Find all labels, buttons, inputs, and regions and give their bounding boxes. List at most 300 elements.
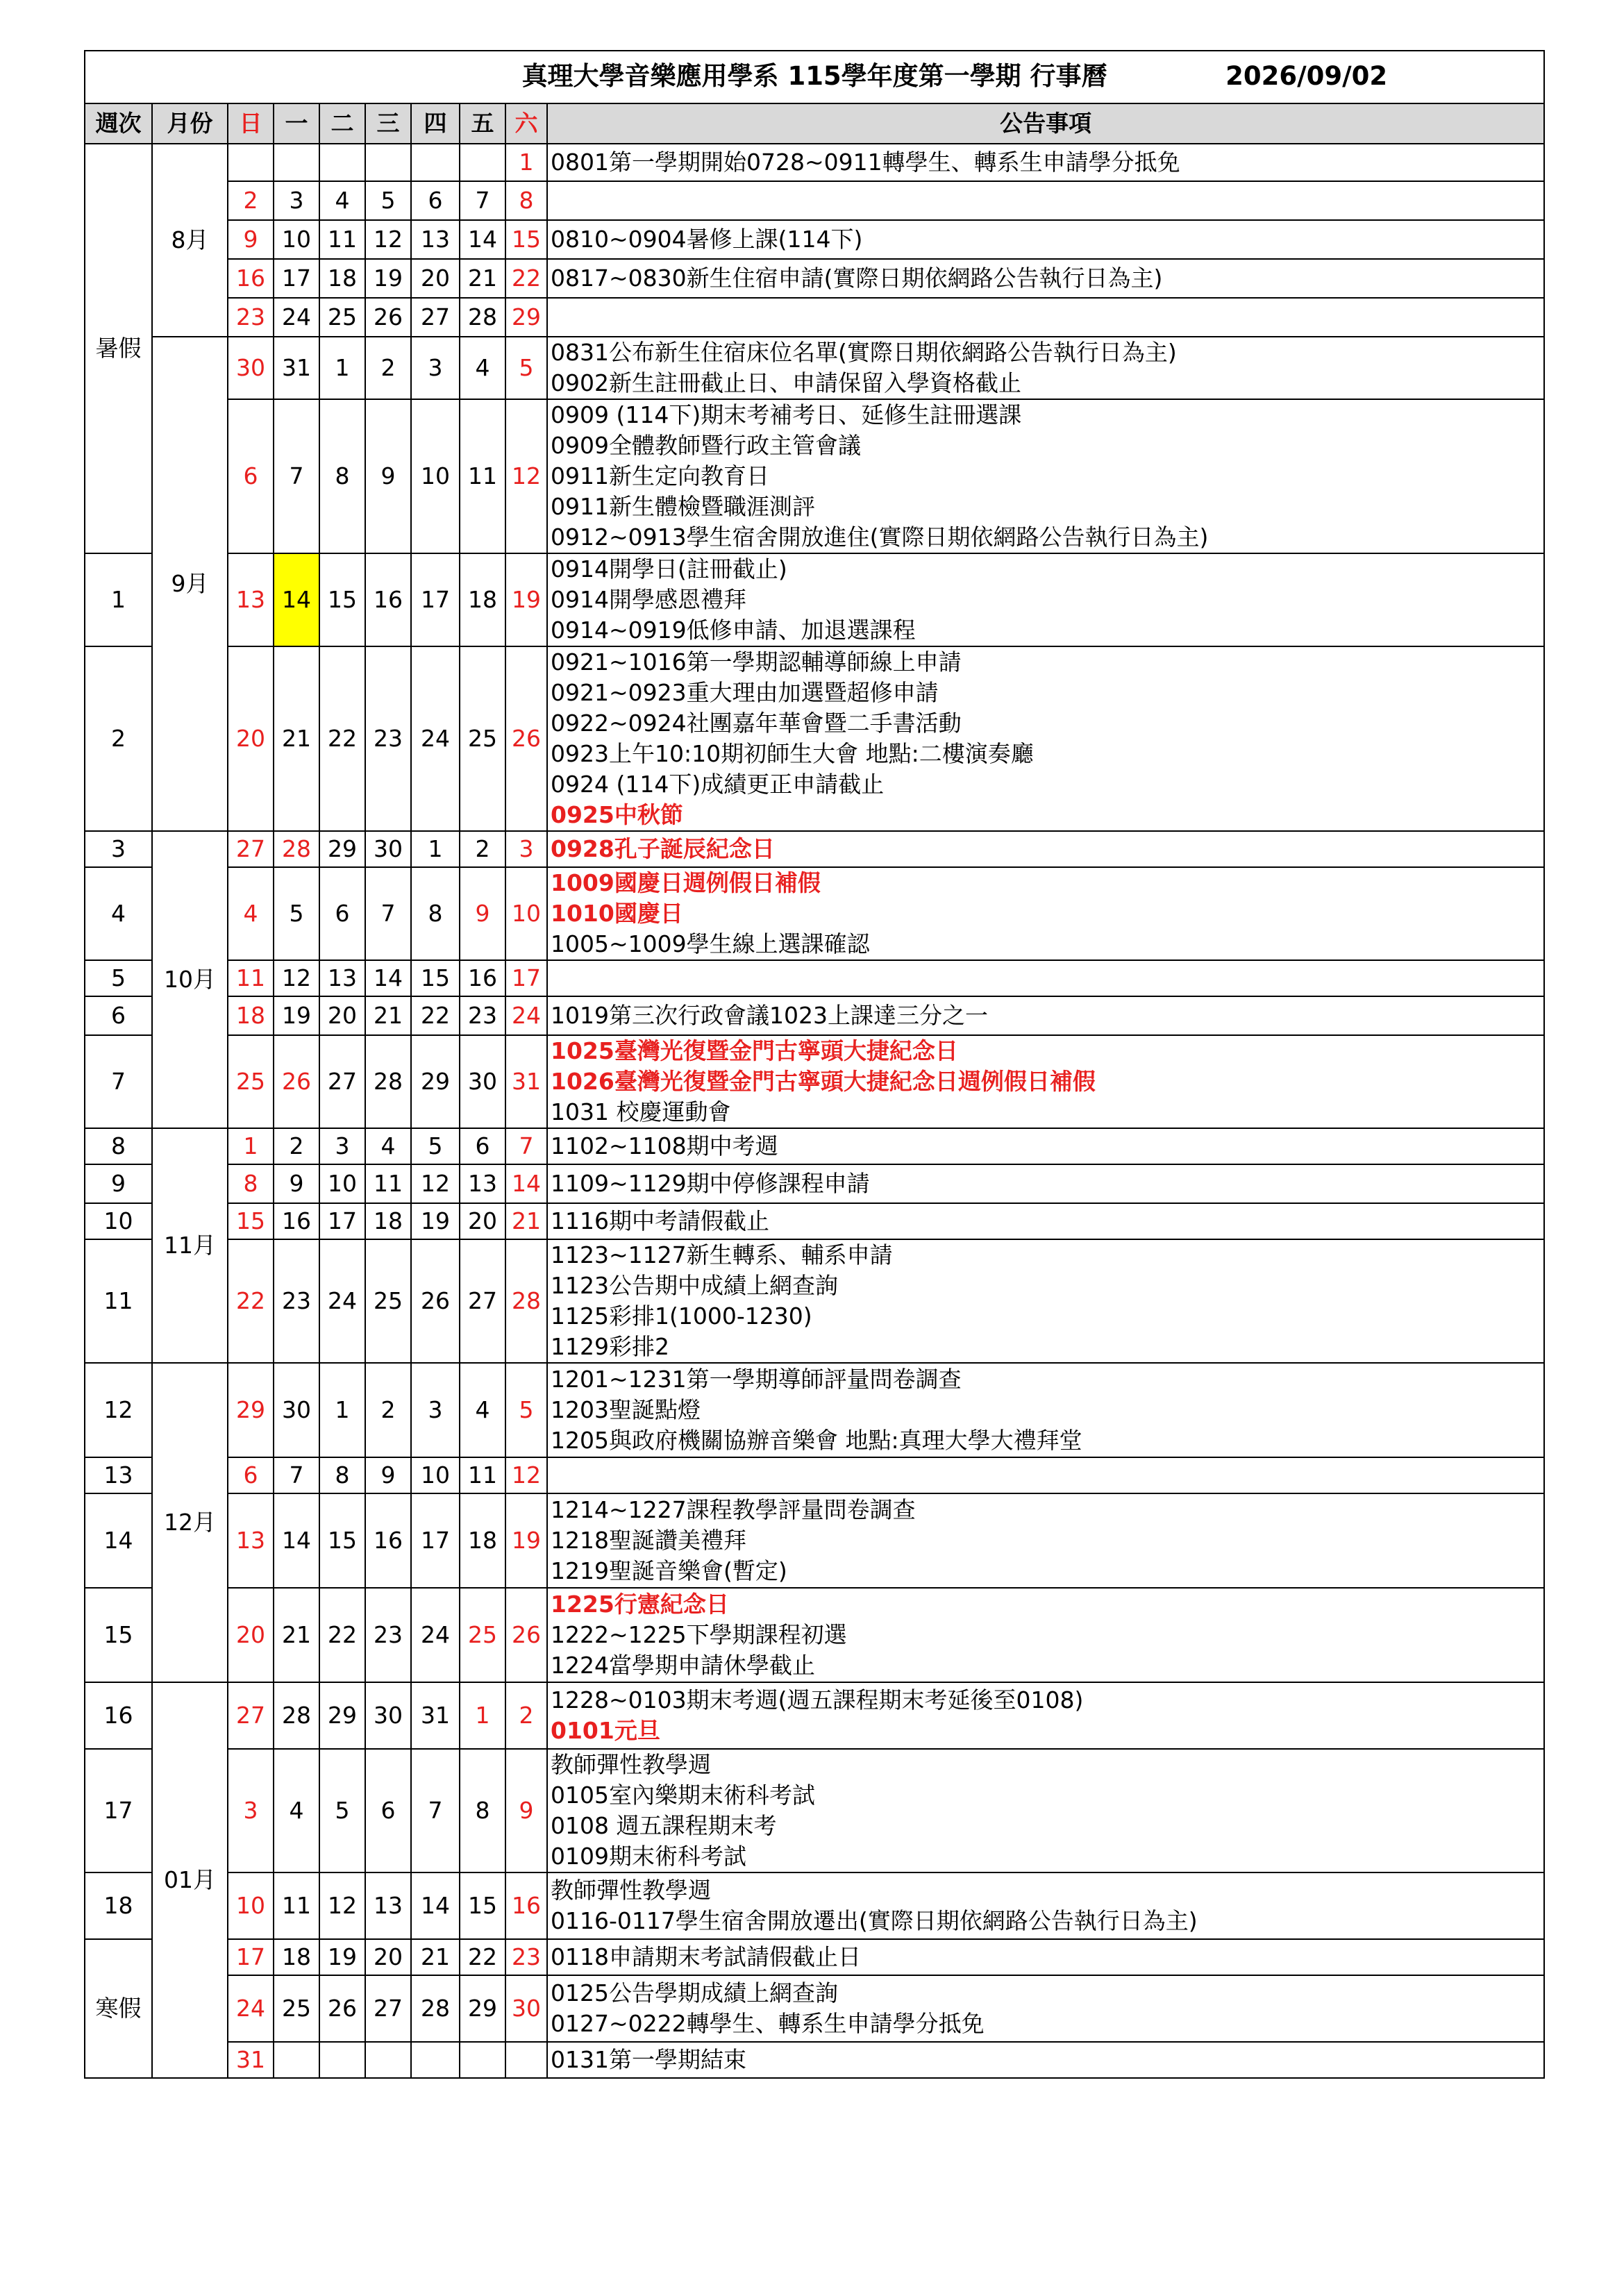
- day-cell: 3: [274, 181, 319, 220]
- notes-cell: [547, 1872, 1544, 1939]
- holiday-note: 1010國慶日: [551, 900, 683, 927]
- event-note: 0909 (114下)期末考補考日、延修生註冊選課: [551, 401, 1022, 428]
- day-cell: 13: [365, 1872, 411, 1939]
- calendar-row: [85, 1457, 1544, 1493]
- day-cell: 26: [365, 298, 411, 337]
- day-cell: 15: [460, 1872, 505, 1939]
- header-wed: 三: [365, 103, 411, 144]
- holiday-note: 0925中秋節: [551, 801, 683, 828]
- calendar-row: [85, 220, 1544, 259]
- calendar-row: [85, 996, 1544, 1035]
- day-cell: 23: [460, 996, 505, 1035]
- event-note: 1031 校慶運動會: [551, 1098, 731, 1125]
- day-cell: 25: [365, 1239, 411, 1363]
- calendar-row: [85, 646, 1544, 831]
- day-cell: 9: [274, 1164, 319, 1203]
- notes-cell: [547, 144, 1544, 181]
- day-cell: 23: [505, 1939, 547, 1975]
- day-cell: 14: [365, 960, 411, 996]
- calendar-row: [85, 1128, 1544, 1164]
- event-note: 0127~0222轉學生、轉系生申請學分抵免: [551, 2010, 985, 2037]
- event-note: 0831公布新生住宿床位名單(實際日期依網路公告執行日為主): [551, 339, 1177, 366]
- notes-cell: [547, 1457, 1544, 1493]
- day-cell: 8: [505, 181, 547, 220]
- calendar-row: [85, 399, 1544, 553]
- day-cell: 14: [411, 1872, 460, 1939]
- event-note: 1219聖誕音樂會(暫定): [551, 1557, 787, 1584]
- day-cell: 14: [460, 220, 505, 259]
- day-cell: 9: [228, 220, 274, 259]
- day-cell: 2: [274, 1128, 319, 1164]
- event-note: 0810~0904暑修上課(114下): [551, 226, 863, 253]
- day-cell: 1: [319, 1363, 365, 1457]
- day-cell: 29: [228, 1363, 274, 1457]
- calendar-row: [85, 553, 1544, 646]
- holiday-note: 1225行憲紀念日: [551, 1591, 729, 1618]
- day-cell: [460, 144, 505, 181]
- day-cell: 21: [274, 1588, 319, 1682]
- day-cell: 2: [505, 1682, 547, 1749]
- day-cell: 28: [274, 831, 319, 867]
- day-cell: 31: [411, 1682, 460, 1749]
- week-label: 13: [85, 1457, 152, 1493]
- calendar-row: [85, 1493, 1544, 1588]
- day-cell: 18: [274, 1939, 319, 1975]
- day-cell: [505, 2042, 547, 2078]
- event-note: 1005~1009學生線上選課確認: [551, 930, 870, 957]
- day-cell: 21: [274, 646, 319, 831]
- day-cell: [460, 2042, 505, 2078]
- header-fri: 五: [460, 103, 505, 144]
- event-note: 1228~0103期末考週(週五課程期末考延後至0108): [551, 1686, 1084, 1713]
- day-cell: 6: [365, 1749, 411, 1872]
- day-cell: 5: [365, 181, 411, 220]
- day-cell: 17: [505, 960, 547, 996]
- holiday-note: 1009國慶日週例假日補假: [551, 869, 821, 896]
- header-sun: 日: [228, 103, 274, 144]
- day-cell: 25: [319, 298, 365, 337]
- month-label: 12月: [152, 1363, 228, 1682]
- day-cell: 12: [505, 399, 547, 553]
- header-mon: 一: [274, 103, 319, 144]
- day-cell: 6: [460, 1128, 505, 1164]
- day-cell: 24: [411, 646, 460, 831]
- day-cell: 16: [274, 1203, 319, 1239]
- day-cell: 26: [505, 1588, 547, 1682]
- day-cell: 9: [505, 1749, 547, 1872]
- notes-cell: [547, 1128, 1544, 1164]
- day-cell: 22: [460, 1939, 505, 1975]
- day-cell: 28: [274, 1682, 319, 1749]
- day-cell: 28: [411, 1975, 460, 2042]
- week-label: 11: [85, 1239, 152, 1363]
- calendar-row: [85, 867, 1544, 960]
- day-cell: 19: [365, 259, 411, 298]
- header-row: [85, 103, 1544, 144]
- day-cell: 17: [274, 259, 319, 298]
- day-cell: 10: [274, 220, 319, 259]
- calendar-row: [85, 1363, 1544, 1457]
- event-note: 1102~1108期中考週: [551, 1132, 778, 1159]
- day-cell: 18: [460, 553, 505, 646]
- event-note: 0902新生註冊截止日、申請保留入學資格截止: [551, 369, 1021, 396]
- week-label: 14: [85, 1493, 152, 1588]
- day-cell: 30: [505, 1975, 547, 2042]
- notes-cell: [547, 1588, 1544, 1682]
- calendar-row: [85, 1872, 1544, 1939]
- day-cell: 25: [460, 646, 505, 831]
- day-cell: 16: [228, 259, 274, 298]
- week-label: 9: [85, 1164, 152, 1203]
- week-label: 12: [85, 1363, 152, 1457]
- day-cell: 12: [319, 1872, 365, 1939]
- day-cell: 1: [228, 1128, 274, 1164]
- day-cell: 26: [505, 646, 547, 831]
- day-cell: 22: [319, 646, 365, 831]
- day-cell: 7: [365, 867, 411, 960]
- event-note: 0914開學感恩禮拜: [551, 586, 746, 613]
- week-label: 1: [85, 553, 152, 646]
- day-cell: 8: [228, 1164, 274, 1203]
- day-cell: 7: [274, 399, 319, 553]
- day-cell: 26: [319, 1975, 365, 2042]
- day-cell: 24: [319, 1239, 365, 1363]
- notes-cell: [547, 1035, 1544, 1128]
- day-cell: 23: [365, 1588, 411, 1682]
- calendar-row: [85, 1749, 1544, 1872]
- notes-cell: [547, 960, 1544, 996]
- week-label: 6: [85, 996, 152, 1035]
- week-label: 7: [85, 1035, 152, 1128]
- event-note: 1222~1225下學期課程初選: [551, 1621, 847, 1648]
- notes-cell: [547, 298, 1544, 337]
- day-cell: 17: [411, 553, 460, 646]
- day-cell: 12: [365, 220, 411, 259]
- day-cell: 3: [228, 1749, 274, 1872]
- day-cell: 30: [228, 337, 274, 399]
- day-cell: 1: [460, 1682, 505, 1749]
- notes-cell: [547, 220, 1544, 259]
- notes-cell: [547, 2042, 1544, 2078]
- day-cell: 28: [505, 1239, 547, 1363]
- calendar-row: [85, 181, 1544, 220]
- day-cell: 6: [319, 867, 365, 960]
- calendar-row: [85, 1035, 1544, 1128]
- day-cell: 13: [411, 220, 460, 259]
- day-cell: 20: [411, 259, 460, 298]
- day-cell: 11: [228, 960, 274, 996]
- week-label: 16: [85, 1682, 152, 1749]
- month-label: 8月: [152, 144, 228, 337]
- day-cell: 8: [319, 399, 365, 553]
- day-cell: 11: [460, 1457, 505, 1493]
- calendar-row: [85, 1203, 1544, 1239]
- week-label: 3: [85, 831, 152, 867]
- day-cell: [365, 144, 411, 181]
- day-cell: 10: [411, 399, 460, 553]
- day-cell: 17: [319, 1203, 365, 1239]
- notes-cell: [547, 1164, 1544, 1203]
- day-cell: 30: [274, 1363, 319, 1457]
- day-cell: 15: [411, 960, 460, 996]
- week-label: 10: [85, 1203, 152, 1239]
- day-cell: 11: [319, 220, 365, 259]
- day-cell: 16: [505, 1872, 547, 1939]
- notes-cell: [547, 181, 1544, 220]
- notes-cell: [547, 259, 1544, 298]
- event-note: 1203聖誕點燈: [551, 1396, 701, 1423]
- event-note: 教師彈性教學週: [551, 1751, 711, 1778]
- event-note: 0105室內樂期末術科考試: [551, 1782, 815, 1809]
- document-date: 2026/09/02: [1225, 61, 1388, 91]
- day-cell: 13: [228, 553, 274, 646]
- calendar-row: [85, 1164, 1544, 1203]
- week-label: 4: [85, 867, 152, 960]
- event-note: 0914開學日(註冊截止): [551, 555, 787, 583]
- month-label: 10月: [152, 831, 228, 1128]
- day-cell: 3: [505, 831, 547, 867]
- event-note: 1123~1127新生轉系、輔系申請: [551, 1241, 893, 1268]
- event-note: 0912~0913學生宿舍開放進住(實際日期依網路公告執行日為主): [551, 523, 1209, 551]
- day-cell: 20: [228, 1588, 274, 1682]
- day-cell: 24: [505, 996, 547, 1035]
- day-cell: 19: [319, 1939, 365, 1975]
- day-cell: 23: [228, 298, 274, 337]
- day-cell: 13: [228, 1493, 274, 1588]
- notes-cell: [547, 1493, 1544, 1588]
- event-note: 1205與政府機關協辦音樂會 地點:真理大學大禮拜堂: [551, 1427, 1082, 1454]
- day-cell: 8: [319, 1457, 365, 1493]
- day-cell: 22: [505, 259, 547, 298]
- day-cell: 24: [228, 1975, 274, 2042]
- day-cell: 29: [460, 1975, 505, 2042]
- day-cell: 25: [228, 1035, 274, 1128]
- day-cell: 24: [274, 298, 319, 337]
- calendar-row: [85, 144, 1544, 181]
- day-cell: 1: [411, 831, 460, 867]
- day-cell: 2: [460, 831, 505, 867]
- day-cell: 16: [365, 553, 411, 646]
- day-cell: 29: [411, 1035, 460, 1128]
- day-cell: 19: [505, 553, 547, 646]
- day-cell: [319, 2042, 365, 2078]
- notes-cell: [547, 867, 1544, 960]
- header-notes: 公告事項: [547, 103, 1544, 144]
- header-thu: 四: [411, 103, 460, 144]
- page-title: 真理大學音樂應用學系 115學年度第一學期 行事曆: [521, 61, 1107, 91]
- day-cell: 26: [411, 1239, 460, 1363]
- event-note: 0914~0919低修申請、加退選課程: [551, 617, 916, 644]
- week-label: 17: [85, 1749, 152, 1872]
- day-cell: 16: [460, 960, 505, 996]
- day-cell: 20: [228, 646, 274, 831]
- calendar-row: [85, 1975, 1544, 2042]
- title-cell: [85, 51, 1544, 103]
- day-cell: 11: [274, 1872, 319, 1939]
- notes-cell: [547, 399, 1544, 553]
- day-cell: 30: [365, 1682, 411, 1749]
- calendar-row: [85, 298, 1544, 337]
- calendar-row: [85, 337, 1544, 399]
- day-cell: 25: [274, 1975, 319, 2042]
- day-cell: 18: [460, 1493, 505, 1588]
- event-note: 0909全體教師暨行政主管會議: [551, 432, 861, 459]
- day-cell: 9: [365, 1457, 411, 1493]
- week-label: 5: [85, 960, 152, 996]
- day-cell: [274, 2042, 319, 2078]
- event-note: 0921~0923重大理由加選暨超修申請: [551, 679, 939, 706]
- day-cell: 21: [411, 1939, 460, 1975]
- holiday-note: 0928孔子誕辰紀念日: [551, 835, 775, 862]
- day-cell: 14: [505, 1164, 547, 1203]
- day-cell: 3: [411, 1363, 460, 1457]
- week-label: 寒假: [85, 1939, 152, 2078]
- notes-cell: [547, 1682, 1544, 1749]
- day-cell: 15: [505, 220, 547, 259]
- day-cell: 6: [228, 399, 274, 553]
- day-cell: 20: [460, 1203, 505, 1239]
- day-cell: 7: [411, 1749, 460, 1872]
- day-cell: 28: [460, 298, 505, 337]
- month-label: 9月: [152, 337, 228, 831]
- event-note: 1224當學期申請休學截止: [551, 1652, 815, 1679]
- notes-cell: [547, 1239, 1544, 1363]
- day-cell: [365, 2042, 411, 2078]
- day-cell: 31: [274, 337, 319, 399]
- event-note: 1116期中考請假截止: [551, 1207, 769, 1234]
- day-cell: 2: [365, 1363, 411, 1457]
- day-cell: 18: [365, 1203, 411, 1239]
- calendar-table: [84, 50, 1545, 2079]
- day-cell: 9: [365, 399, 411, 553]
- day-cell: 20: [365, 1939, 411, 1975]
- day-cell: 27: [460, 1239, 505, 1363]
- day-cell: 11: [365, 1164, 411, 1203]
- day-cell: 12: [274, 960, 319, 996]
- day-cell: 28: [365, 1035, 411, 1128]
- event-note: 1123公告期中成績上網查詢: [551, 1272, 838, 1299]
- day-cell: 25: [460, 1588, 505, 1682]
- holiday-note: 1025臺灣光復暨金門古寧頭大捷紀念日: [551, 1037, 958, 1064]
- day-cell: 16: [365, 1493, 411, 1588]
- day-cell: 3: [319, 1128, 365, 1164]
- day-cell: 17: [228, 1939, 274, 1975]
- day-cell: 18: [228, 996, 274, 1035]
- day-cell: 20: [319, 996, 365, 1035]
- event-note: 0108 週五課程期末考: [551, 1812, 777, 1839]
- notes-cell: [547, 337, 1544, 399]
- day-cell: 21: [460, 259, 505, 298]
- day-cell: 4: [228, 867, 274, 960]
- header-month: 月份: [152, 103, 228, 144]
- day-cell: 27: [411, 298, 460, 337]
- day-cell: 21: [365, 996, 411, 1035]
- month-label: 11月: [152, 1128, 228, 1363]
- day-cell: [228, 144, 274, 181]
- notes-cell: [547, 1975, 1544, 2042]
- day-cell: 23: [365, 646, 411, 831]
- calendar-row: [85, 2042, 1544, 2078]
- day-cell: 22: [319, 1588, 365, 1682]
- event-note: 0817~0830新生住宿申請(實際日期依網路公告執行日為主): [551, 265, 1163, 292]
- day-cell: 31: [505, 1035, 547, 1128]
- day-cell: 8: [411, 867, 460, 960]
- event-note: 1214~1227課程教學評量問卷調查: [551, 1496, 916, 1523]
- week-label: 18: [85, 1872, 152, 1939]
- week-label: 15: [85, 1588, 152, 1682]
- day-cell: 2: [365, 337, 411, 399]
- event-note: 0921~1016第一學期認輔導師線上申請: [551, 648, 962, 676]
- calendar-row: [85, 1682, 1544, 1749]
- day-cell: 17: [411, 1493, 460, 1588]
- header-week: 週次: [85, 103, 152, 144]
- day-cell: 29: [319, 1682, 365, 1749]
- calendar-row: [85, 1239, 1544, 1363]
- day-cell: 15: [319, 1493, 365, 1588]
- calendar-row: [85, 259, 1544, 298]
- notes-cell: [547, 1203, 1544, 1239]
- day-cell: 27: [228, 1682, 274, 1749]
- notes-cell: [547, 1749, 1544, 1872]
- week-label: 2: [85, 646, 152, 831]
- day-cell: 5: [274, 867, 319, 960]
- notes-cell: [547, 831, 1544, 867]
- event-note: 1201~1231第一學期導師評量問卷調查: [551, 1366, 962, 1393]
- notes-cell: [547, 553, 1544, 646]
- day-cell: 22: [228, 1239, 274, 1363]
- day-cell: [319, 144, 365, 181]
- notes-cell: [547, 646, 1544, 831]
- day-cell: 3: [411, 337, 460, 399]
- holiday-note: 1026臺灣光復暨金門古寧頭大捷紀念日週例假日補假: [551, 1068, 1096, 1095]
- day-cell: 10: [319, 1164, 365, 1203]
- calendar-row: [85, 831, 1544, 867]
- day-cell: 8: [460, 1749, 505, 1872]
- calendar-row: [85, 1588, 1544, 1682]
- day-cell: 4: [365, 1128, 411, 1164]
- day-cell: 29: [505, 298, 547, 337]
- day-cell: 10: [505, 867, 547, 960]
- event-note: 1129彩排2: [551, 1333, 669, 1360]
- day-cell: 6: [411, 181, 460, 220]
- day-cell: 10: [411, 1457, 460, 1493]
- day-cell: 30: [460, 1035, 505, 1128]
- event-note: 0911新生體檢暨職涯測評: [551, 493, 815, 520]
- day-cell: 5: [505, 1363, 547, 1457]
- day-cell: 30: [365, 831, 411, 867]
- day-cell: 10: [228, 1872, 274, 1939]
- event-note: 1109~1129期中停修課程申請: [551, 1170, 870, 1197]
- day-cell: 5: [411, 1128, 460, 1164]
- calendar-row: [85, 960, 1544, 996]
- day-cell: 1: [505, 144, 547, 181]
- event-note: 教師彈性教學週: [551, 1877, 711, 1904]
- day-cell: 5: [505, 337, 547, 399]
- day-cell: 4: [274, 1749, 319, 1872]
- day-cell: 9: [460, 867, 505, 960]
- day-cell: 23: [274, 1239, 319, 1363]
- week-label: 暑假: [85, 144, 152, 553]
- event-note: 0911新生定向教育日: [551, 462, 769, 489]
- day-cell: 27: [319, 1035, 365, 1128]
- day-cell: 11: [460, 399, 505, 553]
- header-tue: 二: [319, 103, 365, 144]
- day-cell: 13: [460, 1164, 505, 1203]
- week-label: 8: [85, 1128, 152, 1164]
- day-cell: 14: [274, 553, 319, 646]
- day-cell: 27: [228, 831, 274, 867]
- event-note: 0131第一學期結束: [551, 2046, 746, 2073]
